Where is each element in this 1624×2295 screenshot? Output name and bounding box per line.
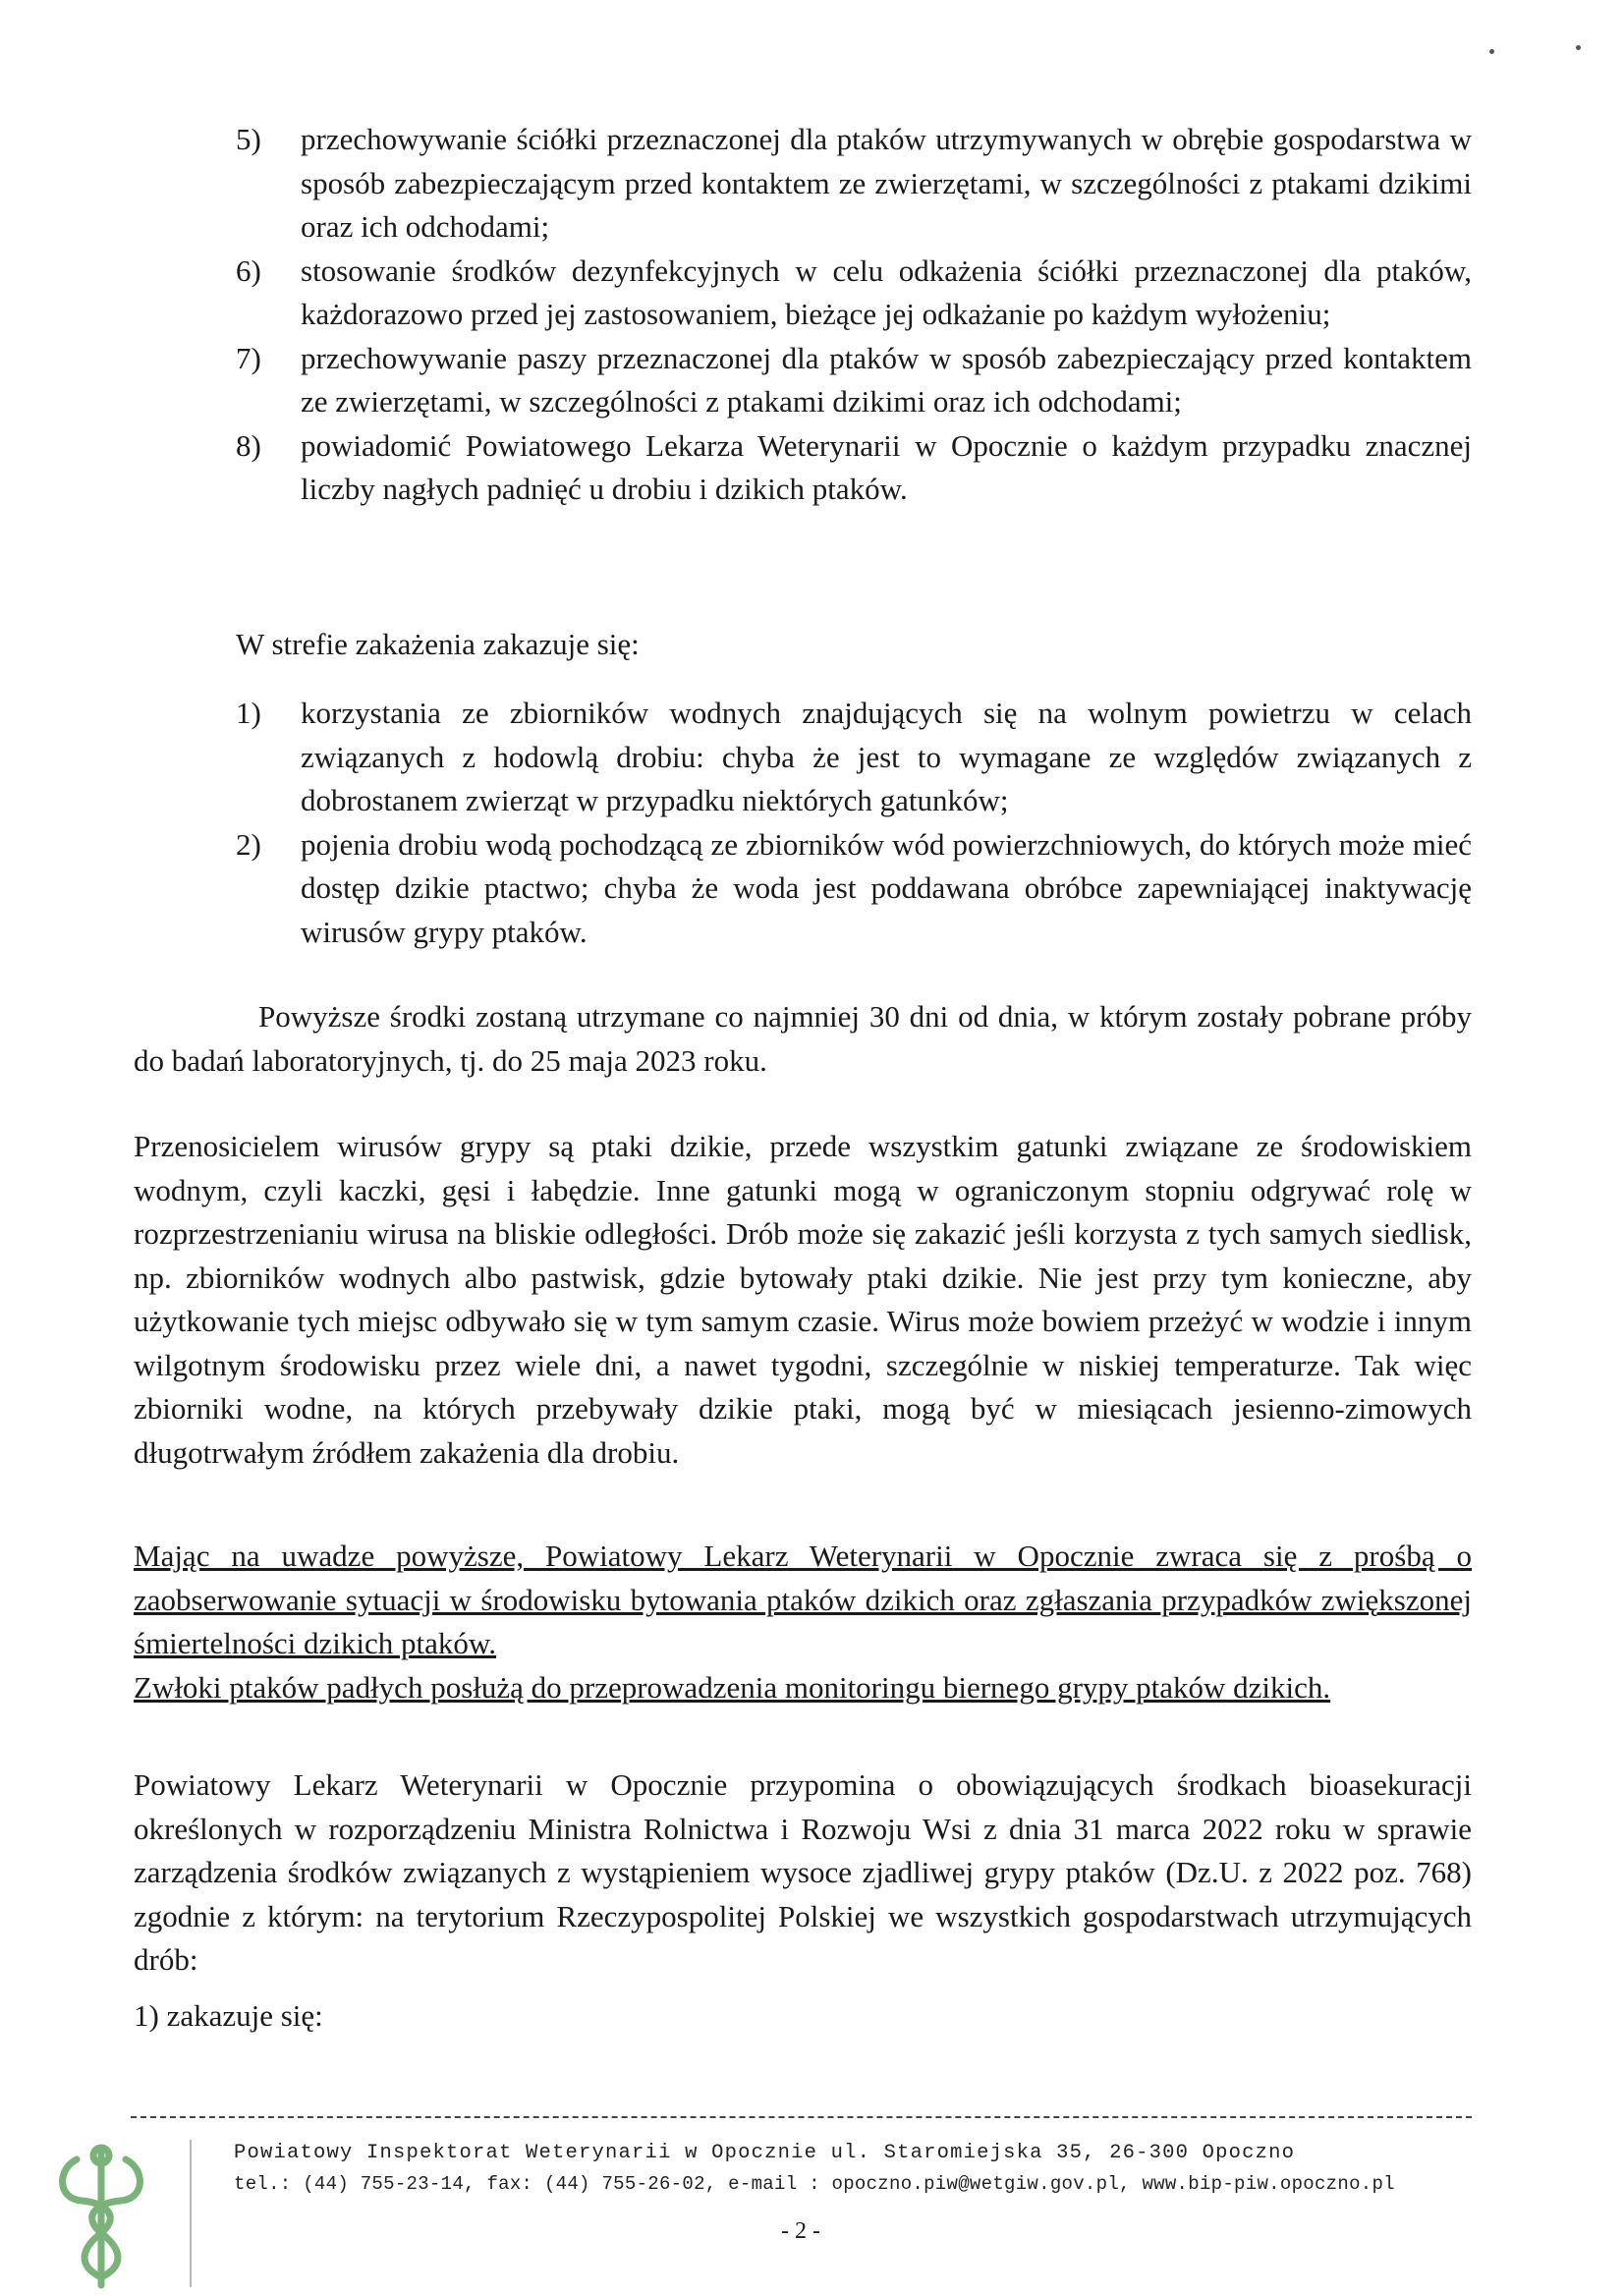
carriers-paragraph: Przenosicielem wirusów grypy są ptaki dzikie, przede wszystkim gatunki związane ze środowiskiem wodnym, czyli kaczki, gęsi i łabędzie. Inne gatunki mogą w ograniczonym stopniu odgrywać rolę w rozprzestrzenianiu wirusa na bliskie odległości. Drób może się zakazić jeśli korzysta z tych samych siedlisk, np. zbiorników wodnych albo pastwisk, gdzie bytowały ptaki dzikie. Nie jest przy tym konieczne, aby użytkowanie tych miejsc odbywało się w tym samym czasie. Wirus może bowiem przeżyć w wodzie i innym wilgotnym środowisku przez wiele dni, a nawet tygodni, szczególnie w niskiej temperaturze. Tak więc zbiorniki wodne, na których przebywały dzikie ptaki, mogą być w miesiącach jesienno-zimowych długotrwałym źródłem zakażenia dla drobiu. [134,1129,1472,1470]
regulation-paragraph: Powiatowy Lekarz Weterynarii w Opocznie przypomina o obowiązujących środkach bioasekuracji określonych w rozporządzeniu Ministra Rolnictwa i Rozwoju Wsi z dnia 31 marca 2022 roku w sprawie zarządzenia środków związanych z wystąpieniem wysoce zjadliwej grypy ptaków (Dz.U. z 2022 poz. 768) zgodnie z którym: na terytorium Rzeczypospolitej Polskiej we wszystkich gospodarstwach utrzymujących drób: [134,1767,1472,1977]
list-text: przechowywanie paszy przeznaczonej dla ptaków w sposób zabezpieczający przed kontaktem ze zwierzętami, w szczególności z ptakami dzikimi oraz ich odchodami; [301,340,1472,419]
veterinary-logo-icon [37,2140,165,2289]
footer-address: Powiatowy Inspektorat Weterynarii w Opocznie ul. Staromiejska 35, 26-300 Opoczno [234,2142,1296,2164]
footer-contact: tel.: (44) 755-23-14, fax: (44) 755-26-02, e-mail : opoczno.piw@wetgiw.gov.pl, www.bip-piw.opoczno.pl [234,2173,1395,2195]
scan-mark [1576,45,1581,50]
list-number: 8) [236,427,261,463]
list-item [236,823,1472,955]
bioassurance-list [236,118,1472,512]
list-item [236,692,1472,823]
measures-paragraph: Powyższe środki zostaną utrzymane co najmniej 30 dni od dnia, w którym zostały pobrane próby do badań laboratoryjnych, tj. do 25 maja 2023 roku. [134,999,1472,1078]
list-item [236,337,1472,424]
list-number: 2) [236,826,261,862]
list-text: pojenia drobiu wodą pochodzącą ze zbiorników wód powierzchniowych, do których może mieć dostęp dzikie ptactwo; chyba że woda jest poddawana obróbce zapewniającej inaktywację wirusów grypy ptaków. [301,826,1472,949]
list-text: korzystania ze zbiorników wodnych znajdujących się na wolnym powietrzu w celach związanych z hodowlą drobiu: chyba że jest to wymagane ze względów związanych z dobrostanem zwierząt w przypadku niektórych gatunków; [301,696,1472,817]
list-number: 6) [236,252,261,288]
request-paragraph: Mając na uwadze powyższe, Powiatowy Lekarz Weterynarii w Opocznie zwraca się z prośbą o zaobserwowanie sytuacji w środowisku bytowania ptaków dzikich oraz zgłaszania przypadków zwiększonej śmiertelności dzikich ptaków. [134,1539,1472,1660]
list-text: stosowanie środków dezynfekcyjnych w celu odkażenia ściółki przeznaczonej dla ptaków, każdorazowo przed jej zastosowaniem, bieżące jej odkażanie po każdym wyłożeniu; [301,252,1472,331]
zone-prohibitions-list [236,692,1472,954]
list-number: 5) [236,122,261,156]
list-item [236,424,1472,512]
prohibited-label: 1) zakazuje się: [134,1998,323,2033]
zone-heading: W strefie zakażenia zakazuje się: [236,627,640,661]
monitoring-line: Zwłoki ptaków padłych posłużą do przeprowadzenia monitoringu biernego grypy ptaków dzikich. [134,1670,1331,1705]
list-number: 1) [236,696,261,730]
list-text: przechowywanie ściółki przeznaczonej dla ptaków utrzymywanych w obrębie gospodarstwa w sposób zabezpieczającym przed kontaktem ze zwierzętami, w szczególności z ptakami dzikimi oraz ich odchodami; [301,122,1472,244]
footer-divider [131,2116,1472,2118]
list-text: powiadomić Powiatowego Lekarza Weterynarii w Opocznie o każdym przypadku znacznej liczby nagłych padnięć u drobiu i dzikich ptaków. [301,427,1472,506]
footer-logo-separator [190,2140,192,2287]
list-item [236,118,1472,250]
scan-mark [1489,49,1494,54]
list-item [236,250,1472,337]
page-number: - 2 - [781,2218,820,2244]
list-number: 7) [236,340,261,375]
